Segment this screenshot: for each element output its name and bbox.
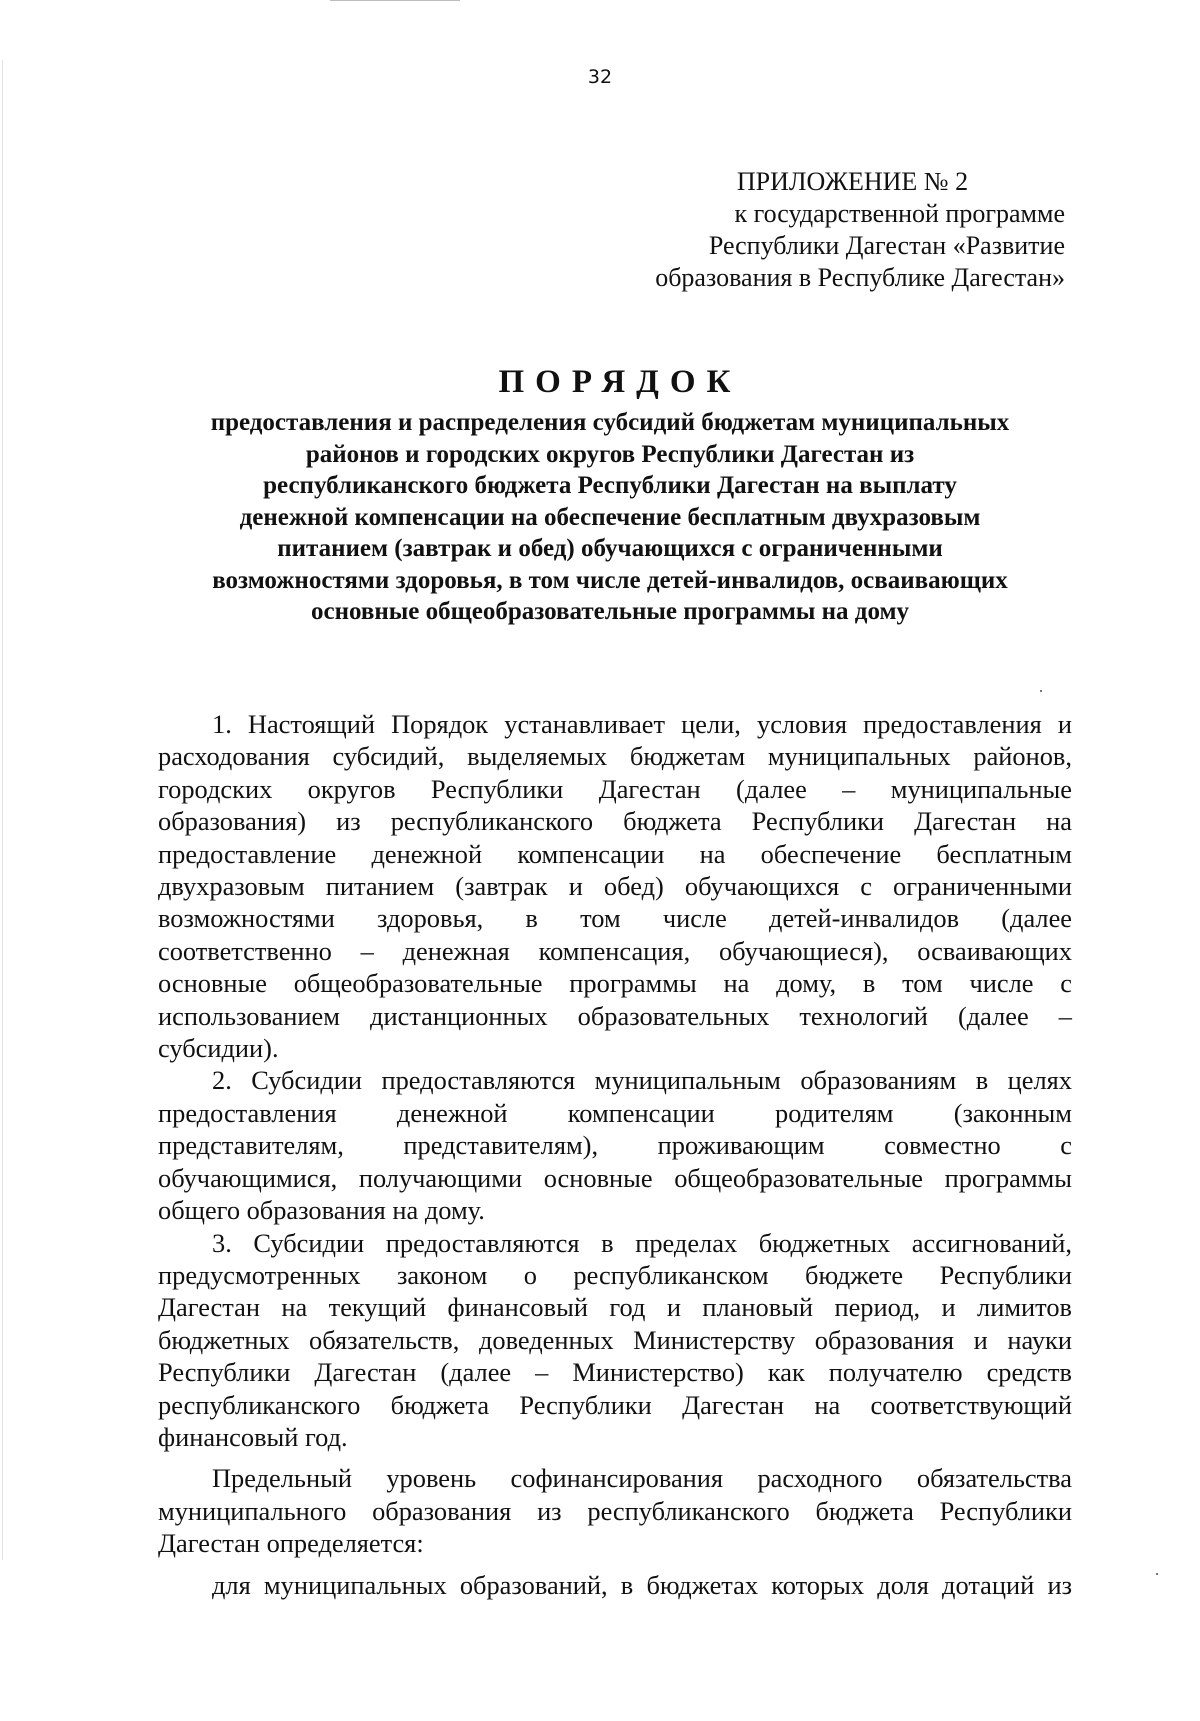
subtitle-line: возможностями здоровья, в том числе детей-инвалидов, осваивающих xyxy=(212,566,1008,594)
paragraph-line: общего образования на дому. xyxy=(158,1195,485,1226)
appendix-line: Республики Дагестан «Развитие xyxy=(708,231,1065,260)
appendix-title: ПРИЛОЖЕНИЕ № 2 xyxy=(736,167,969,196)
paragraph-line: Дагестан определяется: xyxy=(158,1528,424,1559)
paragraph-line: 2. Субсидии предоставляются муниципальным образованиям в целях xyxy=(212,1065,1072,1096)
appendix-line: образования в Республике Дагестан» xyxy=(655,263,1065,292)
paragraph-line: финансовый год. xyxy=(158,1421,348,1452)
paragraph-line: образования) из республиканского бюджета Республики Дагестан на xyxy=(158,806,1072,837)
paragraph-line: использованием дистанционных образовательных технологий (далее – xyxy=(158,1000,1072,1031)
subtitle-line: районов и городских округов Республики Дагестан из xyxy=(305,440,915,468)
document-body xyxy=(158,708,1072,1601)
subtitle-line: республиканского бюджета Республики Дагестан на выплату xyxy=(263,472,957,499)
paragraph-gap xyxy=(158,1453,1072,1462)
paragraph-line: бюджетных обязательств, доведенных Министерству образования и науки xyxy=(158,1324,1072,1355)
paragraph-line: обучающимися, получающими основные общеобразовательные программы xyxy=(158,1162,1072,1193)
paragraph-line: двухразовым питанием (завтрак и обед) обучающихся с ограниченными xyxy=(158,871,1072,902)
paragraph-line: 1. Настоящий Порядок устанавливает цели, условия предоставления и xyxy=(212,709,1072,739)
paragraph-line: городских округов Республики Дагестан (далее – муниципальные xyxy=(158,773,1072,804)
page-number: 32 xyxy=(587,66,613,88)
paragraph-line: Дагестан на текущий финансовый год и плановый период, и лимитов xyxy=(158,1292,1072,1323)
paragraph-line: для муниципальных образований, в бюджетах которых доля дотаций из xyxy=(212,1569,1072,1600)
paragraph-gap xyxy=(158,1560,1072,1569)
paragraph-line: предусмотренных законом о республиканском бюджете Республики xyxy=(158,1259,1072,1290)
paragraph-line: республиканского бюджета Республики Дагестан на соответствующий xyxy=(158,1389,1072,1420)
paragraph-line: предоставление денежной компенсации на обеспечение бесплатным xyxy=(158,838,1072,869)
document-title: ПОРЯДОК xyxy=(498,364,742,400)
subtitle-line: денежной компенсации на обеспечение бесплатным двухразовым xyxy=(239,503,981,531)
paragraph-line: предоставления денежной компенсации родителям (законным xyxy=(158,1097,1072,1128)
appendix-line: к государственной программе xyxy=(734,199,1065,228)
paragraph-line: субсидии). xyxy=(158,1033,279,1064)
paragraph-line: 3. Субсидии предоставляются в пределах бюджетных ассигнований, xyxy=(212,1227,1072,1258)
document-subtitle xyxy=(150,407,1070,628)
paragraph-line: Республики Дагестан (далее – Министерство) как получателю средств xyxy=(158,1357,1072,1388)
paragraph-line: соответственно – денежная компенсация, обучающиеся), осваивающих xyxy=(158,935,1072,966)
paragraph-line: расходования субсидий, выделяемых бюджетам муниципальных районов, xyxy=(158,741,1072,772)
scan-speck xyxy=(1156,1573,1158,1575)
subtitle-line: питанием (завтрак и обед) обучающихся с ограниченными xyxy=(277,535,943,562)
paragraph-line: муниципального образования из республиканского бюджета Республики xyxy=(158,1495,1072,1526)
paragraph-line: представителям, представителям), проживающим совместно с xyxy=(158,1130,1072,1161)
scan-edge xyxy=(2,60,3,1560)
subtitle-line: предоставления и распределения субсидий бюджетам муниципальных xyxy=(210,409,1010,436)
paragraph-line: Предельный уровень софинансирования расходного обязательства xyxy=(212,1463,1072,1494)
paragraph-line: возможностями здоровья, в том числе детей-инвалидов (далее xyxy=(158,903,1072,934)
scan-edge xyxy=(330,0,460,1)
appendix-block xyxy=(560,166,1065,294)
paragraph-line: основные общеобразовательные программы на дому, в том числе с xyxy=(158,968,1072,999)
scan-speck xyxy=(1040,690,1042,692)
subtitle-line: основные общеобразовательные программы на дому xyxy=(310,598,910,625)
